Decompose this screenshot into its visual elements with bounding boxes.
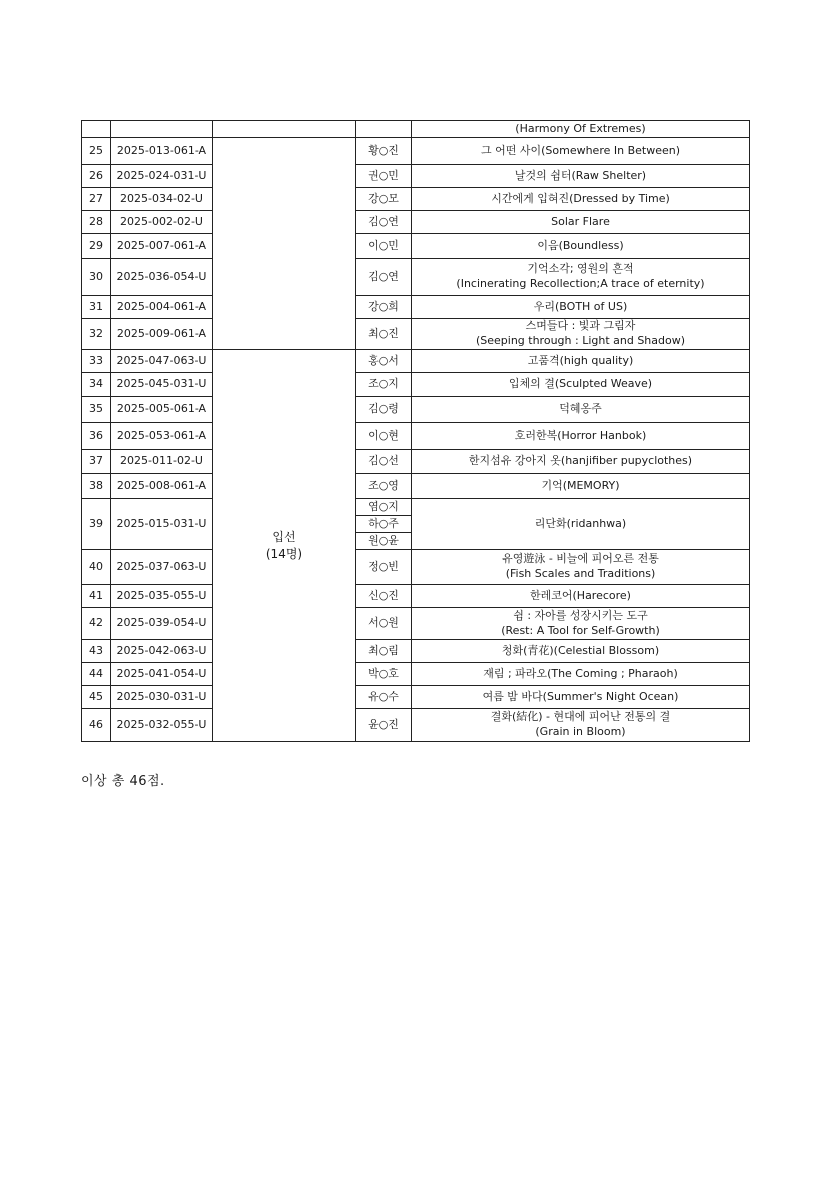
name-cell: 김○연 bbox=[356, 211, 412, 234]
title-cell bbox=[412, 499, 750, 550]
title-cell bbox=[412, 397, 750, 423]
title-line: 리단화(ridanhwa) bbox=[534, 516, 627, 530]
title-cell bbox=[412, 585, 750, 608]
name-cell: 강○희 bbox=[356, 296, 412, 319]
name-cell bbox=[356, 121, 412, 138]
title-cell bbox=[412, 423, 750, 450]
title-line: 우리(BOTH of US) bbox=[533, 299, 628, 313]
no-cell: 30 bbox=[82, 259, 111, 296]
no-cell: 42 bbox=[82, 608, 111, 640]
table-row bbox=[82, 211, 750, 234]
title-line: 청화(青花)(Celestial Blossom) bbox=[501, 643, 660, 657]
title-line: 쉼 : 자아를 성장시키는 도구 bbox=[513, 608, 648, 622]
title-line: 고품격(high quality) bbox=[527, 353, 634, 367]
title-line: 이음(Boundless) bbox=[537, 238, 624, 252]
title-cell bbox=[412, 640, 750, 663]
no-cell: 43 bbox=[82, 640, 111, 663]
name-cell: 최○림 bbox=[356, 640, 412, 663]
code-cell: 2025-030-031-U bbox=[111, 686, 213, 709]
title-cell bbox=[412, 165, 750, 188]
code-cell: 2025-013-061-A bbox=[111, 138, 213, 165]
title-line: 기억(MEMORY) bbox=[541, 478, 620, 492]
name-cell: 윤○진 bbox=[356, 709, 412, 742]
name-cell: 박○호 bbox=[356, 663, 412, 686]
no-cell: 33 bbox=[82, 350, 111, 373]
code-cell bbox=[111, 121, 213, 138]
code-cell: 2025-004-061-A bbox=[111, 296, 213, 319]
no-cell: 31 bbox=[82, 296, 111, 319]
code-cell: 2025-042-063-U bbox=[111, 640, 213, 663]
table-row bbox=[82, 296, 750, 319]
title-cell bbox=[412, 608, 750, 640]
name-cell: 김○연 bbox=[356, 259, 412, 296]
name-cell: 유○수 bbox=[356, 686, 412, 709]
no-cell: 39 bbox=[82, 499, 111, 550]
no-cell: 34 bbox=[82, 373, 111, 397]
name-cell: 김○선 bbox=[356, 450, 412, 474]
code-cell: 2025-039-054-U bbox=[111, 608, 213, 640]
code-cell: 2025-009-061-A bbox=[111, 319, 213, 350]
name-cell: 강○모 bbox=[356, 188, 412, 211]
title-line: 그 어떤 사이(Somewhere In Between) bbox=[480, 143, 681, 157]
title-line: 입체의 결(Sculpted Weave) bbox=[508, 377, 653, 391]
title-line: Solar Flare bbox=[551, 214, 610, 228]
title-cell bbox=[412, 709, 750, 742]
table-row bbox=[82, 640, 750, 663]
table-row bbox=[82, 234, 750, 259]
no-cell: 41 bbox=[82, 585, 111, 608]
title-cell bbox=[412, 474, 750, 499]
name-cell: 조○지 bbox=[356, 373, 412, 397]
table-row bbox=[82, 423, 750, 450]
title-cell bbox=[412, 138, 750, 165]
title-line: 재림 ; 파라오(The Coming ; Pharaoh) bbox=[483, 666, 678, 680]
code-cell: 2025-015-031-U bbox=[111, 499, 213, 550]
category-label: 입선 bbox=[272, 530, 296, 545]
title-line: 유영遊泳 - 비늘에 피어오른 전통 bbox=[502, 552, 659, 566]
name-cell: 권○민 bbox=[356, 165, 412, 188]
no-cell: 45 bbox=[82, 686, 111, 709]
no-cell: 46 bbox=[82, 709, 111, 742]
title-line: 호러한복(Horror Hanbok) bbox=[514, 428, 647, 442]
title-line: 덕혜옹주 bbox=[559, 402, 602, 416]
title-line: 스며들다 : 빛과 그림자 bbox=[525, 319, 636, 333]
table-row bbox=[82, 450, 750, 474]
title-cell bbox=[412, 188, 750, 211]
name-cell: 이○민 bbox=[356, 234, 412, 259]
table-row bbox=[82, 188, 750, 211]
total-count-note: 이상 총 46점. bbox=[81, 774, 165, 789]
name-cell: 서○원 bbox=[356, 608, 412, 640]
title-cell bbox=[412, 234, 750, 259]
title-cell bbox=[412, 259, 750, 296]
title-cell bbox=[412, 350, 750, 373]
name-cell: 이○현 bbox=[356, 423, 412, 450]
title-line: 날것의 쉼터(Raw Shelter) bbox=[514, 168, 647, 182]
table-row bbox=[82, 373, 750, 397]
title-subline: (Seeping through : Light and Shadow) bbox=[475, 334, 686, 347]
name-cell: 신○진 bbox=[356, 585, 412, 608]
table-row bbox=[82, 319, 750, 350]
award-table bbox=[81, 120, 750, 742]
title-line: 한레코어(Harecore) bbox=[530, 588, 631, 602]
name-cell: 조○영 bbox=[356, 474, 412, 499]
table-row bbox=[82, 608, 750, 640]
no-cell: 37 bbox=[82, 450, 111, 474]
name-cell: 정○빈 bbox=[356, 550, 412, 585]
category-cell-prev bbox=[213, 121, 356, 138]
no-cell: 35 bbox=[82, 397, 111, 423]
title-line: 한지섬유 강아지 옷(hanjifiber pupyclothes) bbox=[468, 454, 693, 468]
title-line: 기억소각; 영원의 흔적 bbox=[527, 262, 634, 276]
no-cell: 26 bbox=[82, 165, 111, 188]
title-subline: (Rest: A Tool for Self-Growth) bbox=[501, 623, 660, 637]
code-cell: 2025-007-061-A bbox=[111, 234, 213, 259]
title-cell bbox=[412, 319, 750, 350]
table-row bbox=[82, 585, 750, 608]
code-cell: 2025-024-031-U bbox=[111, 165, 213, 188]
code-cell: 2025-008-061-A bbox=[111, 474, 213, 499]
title-cell bbox=[412, 686, 750, 709]
title-cell bbox=[412, 663, 750, 686]
category-cell-prev bbox=[213, 138, 356, 350]
title-subline: (Fish Scales and Traditions) bbox=[505, 567, 656, 580]
code-cell: 2025-035-055-U bbox=[111, 585, 213, 608]
title-cell bbox=[412, 296, 750, 319]
title-cell bbox=[412, 450, 750, 474]
code-cell: 2025-032-055-U bbox=[111, 709, 213, 742]
title-line: 결화(結化) - 현대에 피어난 전통의 결 bbox=[490, 710, 671, 724]
code-cell: 2025-041-054-U bbox=[111, 663, 213, 686]
table-row bbox=[82, 259, 750, 296]
table-row bbox=[82, 686, 750, 709]
code-cell: 2025-047-063-U bbox=[111, 350, 213, 373]
code-cell: 2025-045-031-U bbox=[111, 373, 213, 397]
category-cell bbox=[213, 350, 356, 742]
no-cell: 32 bbox=[82, 319, 111, 350]
no-cell bbox=[82, 121, 111, 138]
name-cell: 김○령 bbox=[356, 397, 412, 423]
no-cell: 40 bbox=[82, 550, 111, 585]
title-subline: (Incinerating Recollection;A trace of eternity) bbox=[456, 277, 705, 290]
title-line: 시간에게 입혀진(Dressed by Time) bbox=[491, 191, 670, 205]
table-row bbox=[82, 709, 750, 742]
code-cell: 2025-036-054-U bbox=[111, 259, 213, 296]
table-row bbox=[82, 165, 750, 188]
table-row bbox=[82, 474, 750, 499]
no-cell: 29 bbox=[82, 234, 111, 259]
name-cell: 홍○서 bbox=[356, 350, 412, 373]
code-cell: 2025-011-02-U bbox=[111, 450, 213, 474]
no-cell: 44 bbox=[82, 663, 111, 686]
no-cell: 27 bbox=[82, 188, 111, 211]
name-cell bbox=[356, 499, 412, 550]
table-row bbox=[82, 397, 750, 423]
table-row bbox=[82, 138, 750, 165]
no-cell: 25 bbox=[82, 138, 111, 165]
table-row bbox=[82, 499, 750, 550]
name-cell: 최○진 bbox=[356, 319, 412, 350]
code-cell: 2025-002-02-U bbox=[111, 211, 213, 234]
code-cell: 2025-034-02-U bbox=[111, 188, 213, 211]
table-row-continued bbox=[82, 121, 750, 138]
title-cell: (Harmony Of Extremes) bbox=[412, 121, 750, 138]
category-count: (14명) bbox=[265, 546, 303, 561]
no-cell: 28 bbox=[82, 211, 111, 234]
no-cell: 38 bbox=[82, 474, 111, 499]
table-row bbox=[82, 350, 750, 373]
no-cell: 36 bbox=[82, 423, 111, 450]
code-cell: 2025-037-063-U bbox=[111, 550, 213, 585]
code-cell: 2025-053-061-A bbox=[111, 423, 213, 450]
table-row bbox=[82, 550, 750, 585]
title-cell bbox=[412, 550, 750, 585]
title-cell bbox=[412, 373, 750, 397]
name-cell: 황○진 bbox=[356, 138, 412, 165]
name-entry: 원○윤 bbox=[368, 534, 399, 547]
title-subline: (Grain in Bloom) bbox=[535, 725, 626, 738]
title-line: 여름 밤 바다(Summer's Night Ocean) bbox=[482, 689, 679, 703]
code-cell: 2025-005-061-A bbox=[111, 397, 213, 423]
table-row bbox=[82, 663, 750, 686]
name-entry: 하○주 bbox=[356, 516, 411, 533]
title-cell bbox=[412, 211, 750, 234]
name-entry: 염○지 bbox=[356, 499, 411, 516]
